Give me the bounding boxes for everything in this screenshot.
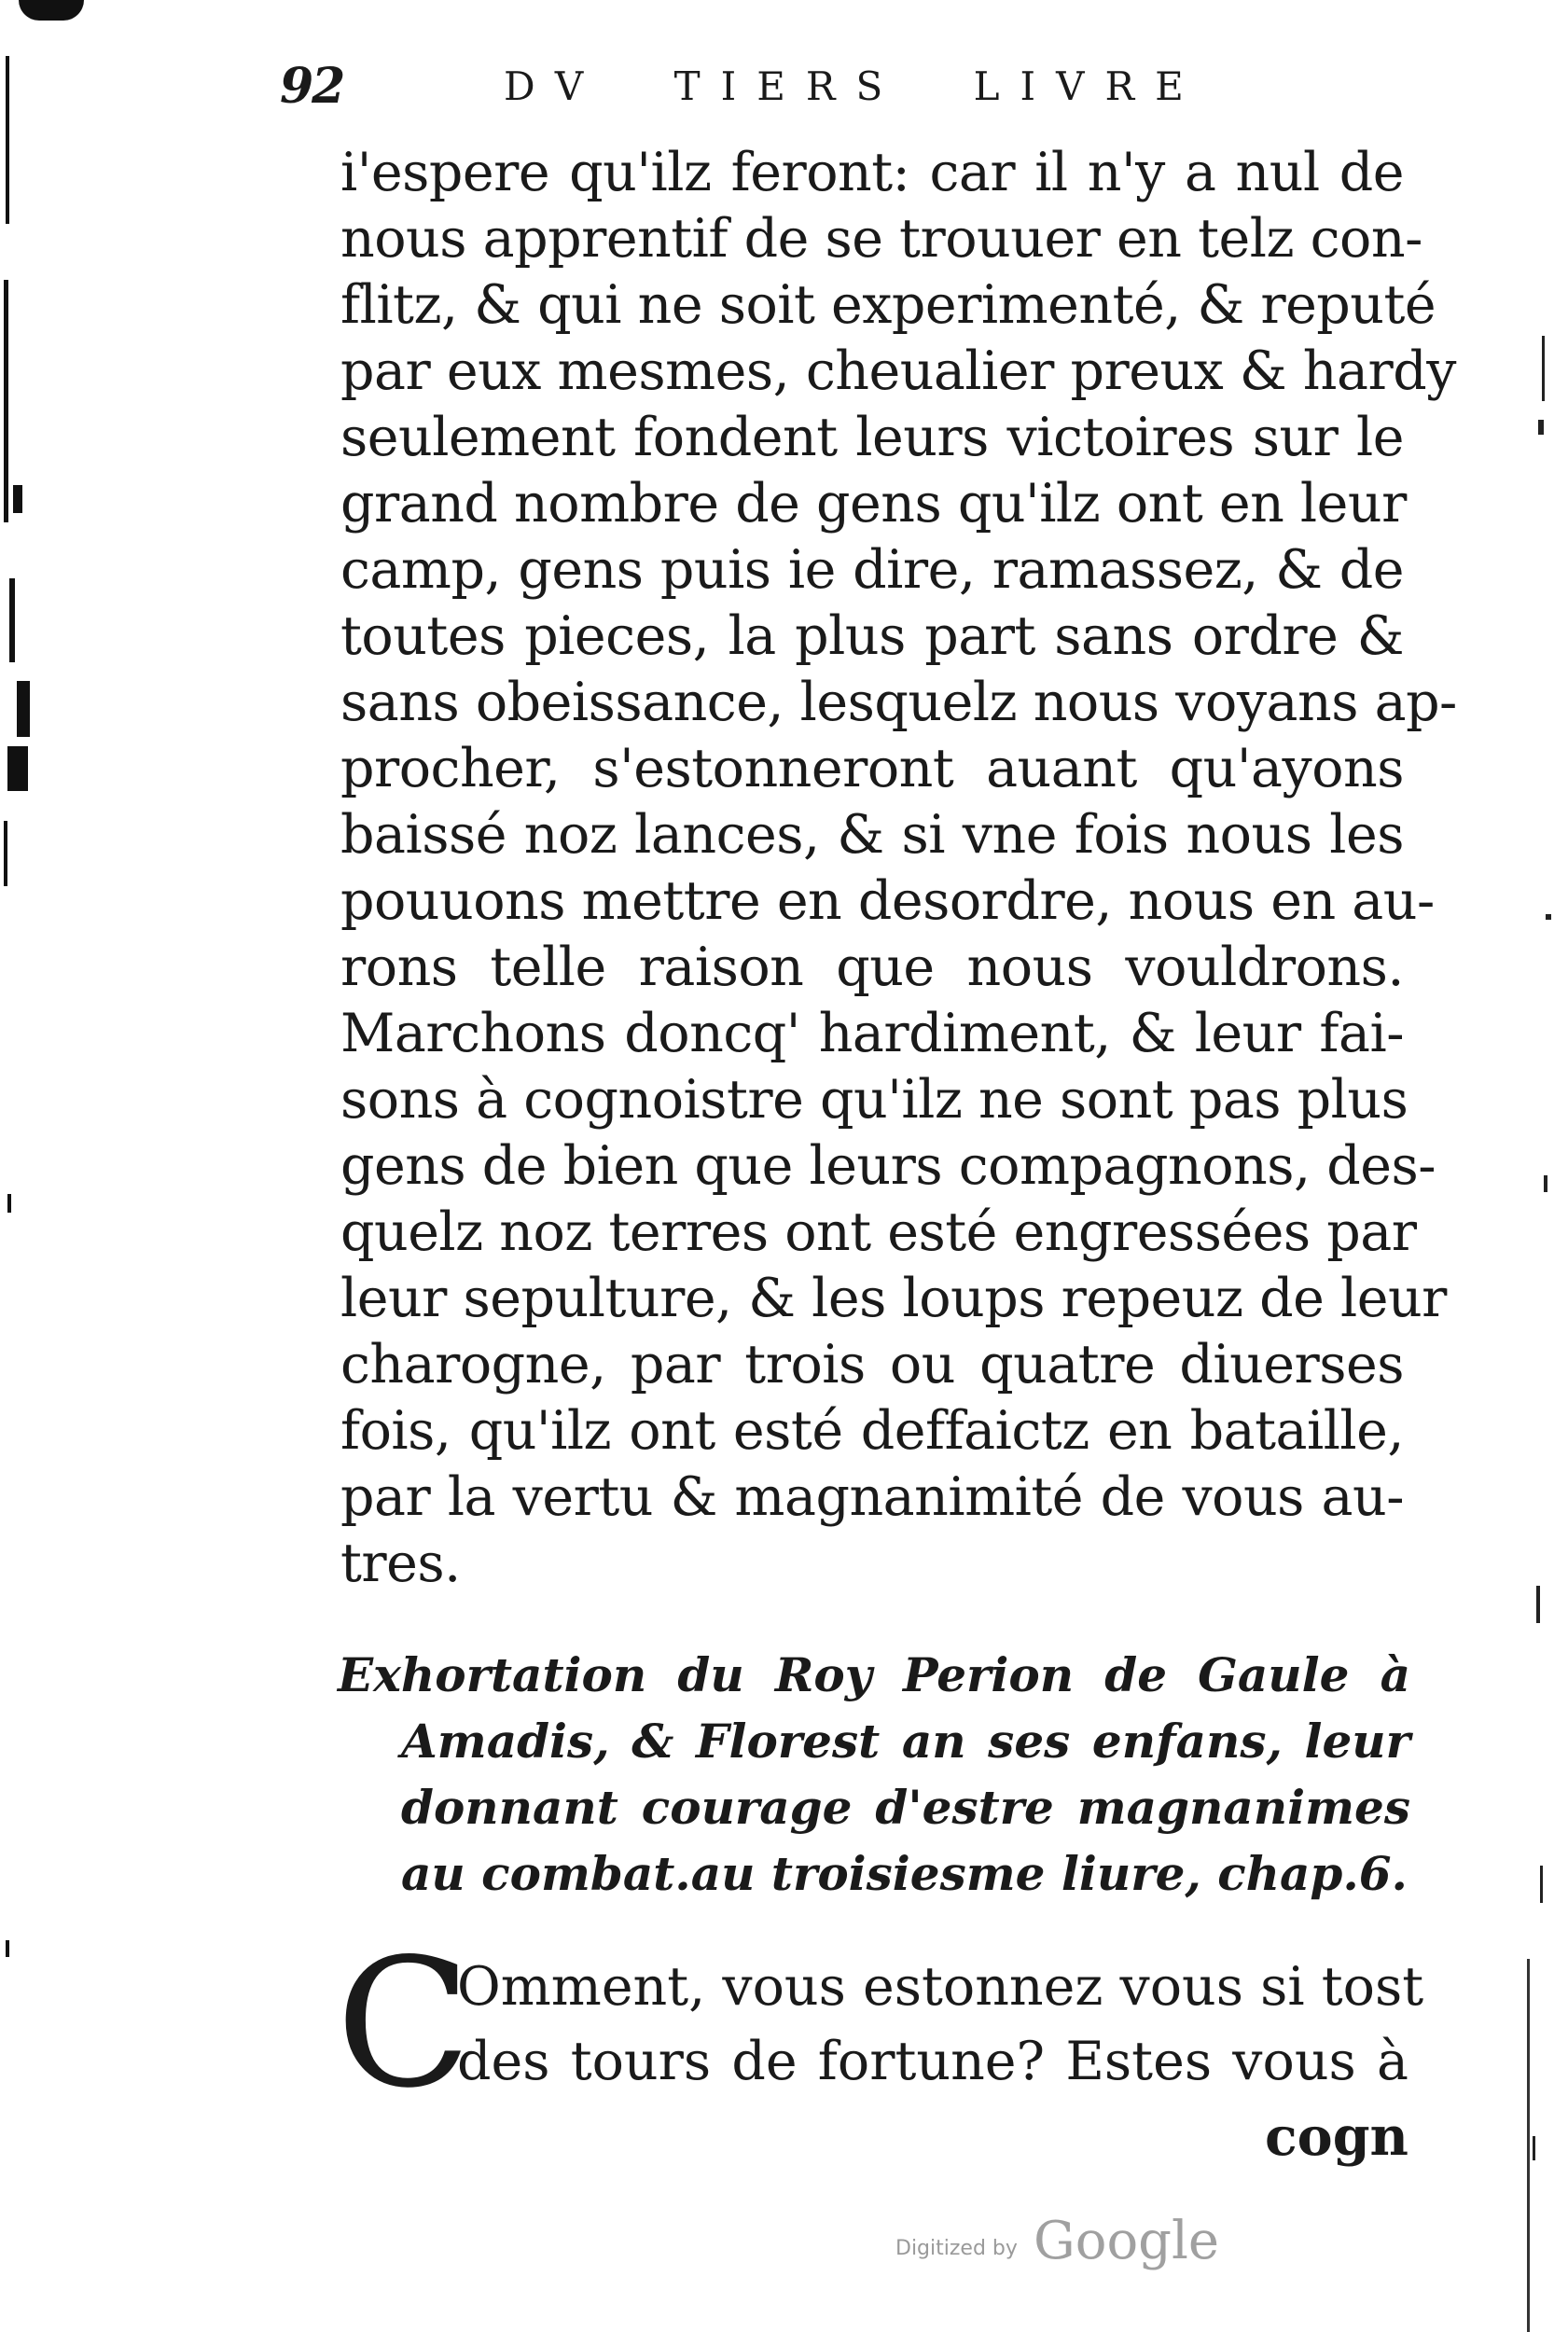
heading-line: Exhortation du Roy Perion de Gaule à bbox=[338, 1647, 1410, 1702]
body-text bbox=[340, 140, 1457, 1597]
text-line: gens de bien que leurs compagnons, des- bbox=[340, 1135, 1436, 1197]
running-title: DV TIERS LIVRE bbox=[504, 63, 1204, 109]
text-line: par la vertu & magnanimité de vous au- bbox=[340, 1466, 1404, 1528]
text-line: Omment, vous estonnez vous si tost bbox=[457, 1956, 1424, 2018]
running-head bbox=[280, 58, 1231, 132]
catchword: cogn bbox=[1264, 2105, 1408, 2168]
text-line: camp, gens puis ie dire, ramassez, & de bbox=[340, 539, 1404, 601]
text-line: par eux mesmes, cheualier preux & hardy bbox=[340, 340, 1456, 402]
text-line: rons telle raison que nous vouldrons. bbox=[340, 937, 1404, 998]
chapter-opening bbox=[336, 1921, 1424, 2187]
google-logo: Google bbox=[1034, 2211, 1220, 2271]
scan-edge-left bbox=[0, 0, 37, 2332]
text-line: toutes pieces, la plus part sans ordre & bbox=[340, 605, 1404, 667]
text-line: procher, s'estonneront auant qu'ayons bbox=[340, 738, 1404, 799]
text-line: baissé noz lances, & si vne fois nous les bbox=[340, 804, 1404, 866]
text-line: sans obeissance, lesquelz nous voyans ap- bbox=[340, 672, 1457, 733]
section-heading bbox=[338, 1642, 1410, 1907]
heading-line: Amadis, & Florest an ses enfans, leur bbox=[401, 1714, 1410, 1769]
heading-line: donnant courage d'estre magnanimes bbox=[401, 1780, 1410, 1835]
heading-line: au combat.au troisiesme liure, chap.6. bbox=[401, 1846, 1408, 1901]
digitized-watermark bbox=[895, 2211, 1220, 2276]
text-line: pouuons mettre en desordre, nous en au- bbox=[340, 870, 1435, 932]
drop-cap: C bbox=[336, 1921, 472, 2127]
text-line: grand nombre de gens qu'ilz ont en leur bbox=[340, 473, 1407, 534]
text-line: Marchons doncq' hardiment, & leur fai- bbox=[340, 1003, 1404, 1064]
text-line: flitz, & qui ne soit experimenté, & reputé bbox=[340, 274, 1436, 336]
text-line: i'espere qu'ilz feront: car il n'y a nul de bbox=[340, 142, 1404, 203]
text-line: fois, qu'ilz ont esté deffaictz en bataille, bbox=[340, 1400, 1404, 1462]
text-line: leur sepulture, & les loups repeuz de leur bbox=[340, 1268, 1447, 1329]
page-number: 92 bbox=[280, 58, 344, 115]
text-line: charogne, par trois ou quatre diuerses bbox=[340, 1334, 1404, 1395]
text-line: tres. bbox=[340, 1533, 461, 1594]
text-line: des tours de fortune? Estes vous à bbox=[457, 2031, 1408, 2092]
text-line: sons à cognoistre qu'ilz ne sont pas plus bbox=[340, 1069, 1408, 1131]
watermark-prefix: Digitized by bbox=[895, 2237, 1018, 2260]
text-line: seulement fondent leurs victoires sur le bbox=[340, 407, 1404, 468]
scan-edge-right bbox=[1521, 0, 1568, 2332]
text-line: quelz noz terres ont esté engressées par bbox=[340, 1201, 1417, 1263]
text-line: nous apprentif de se trouuer en telz con- bbox=[340, 208, 1422, 270]
